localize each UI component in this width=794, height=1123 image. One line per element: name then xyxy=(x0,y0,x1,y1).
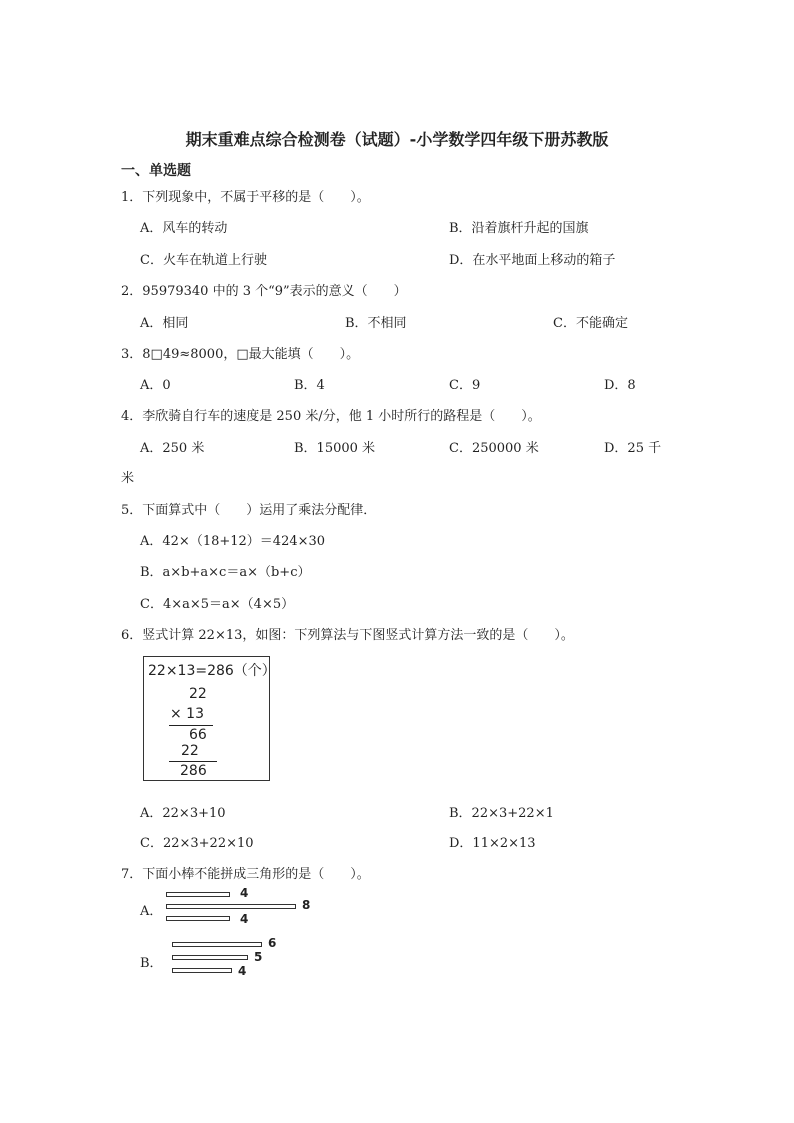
stick-b-1-length: 6 xyxy=(268,936,277,950)
question-6-stem: 6．竖式计算 22×13，如图：下列算法与下图竖式计算方法一致的是（ ）。 xyxy=(121,628,574,643)
question-6-option-a: A．22×3+10 xyxy=(140,806,226,821)
figure-header: 22×13=286（个） xyxy=(148,663,276,679)
stick-a-2 xyxy=(166,904,296,909)
question-5-stem: 5．下面算式中（ ）运用了乘法分配律． xyxy=(121,503,377,518)
question-6-option-b: B．22×3+22×1 xyxy=(449,806,554,821)
stick-a-1-length: 4 xyxy=(240,886,249,900)
question-5-option-c: C．4×a×5＝a×（4×5） xyxy=(140,597,295,612)
question-4-option-b: B．15000 米 xyxy=(294,441,376,456)
question-1-option-a: A．风车的转动 xyxy=(140,221,228,236)
figure-multiplier: × 13 xyxy=(170,706,204,722)
figure-multiplicand: 22 xyxy=(189,686,207,702)
question-6-option-c: C．22×3+22×10 xyxy=(140,836,254,851)
question-3-option-a: A．0 xyxy=(140,378,171,393)
stick-b-1 xyxy=(172,942,262,947)
stick-b-2 xyxy=(172,955,248,960)
question-7-stem: 7．下面小棒不能拼成三角形的是（ ）。 xyxy=(121,867,370,882)
page-title: 期末重难点综合检测卷（试题）-小学数学四年级下册苏教版 xyxy=(185,130,609,149)
question-3-option-c: C．9 xyxy=(449,378,481,393)
figure-partial-product-2: 22 xyxy=(181,743,199,759)
question-4-option-d-wrap: 米 xyxy=(121,471,135,486)
stick-a-3-length: 4 xyxy=(240,912,249,926)
question-2-option-a: A．相同 xyxy=(140,316,189,331)
question-1-option-d: D．在水平地面上移动的箱子 xyxy=(449,253,616,268)
stick-a-1 xyxy=(166,892,230,897)
question-2-option-b: B．不相同 xyxy=(345,316,407,331)
question-2-stem: 2．95979340 中的 3 个“9”表示的意义（ ） xyxy=(121,284,407,299)
vertical-multiplication-figure xyxy=(143,656,276,781)
question-3-option-d: D．8 xyxy=(604,378,636,393)
question-4-option-a: A．250 米 xyxy=(140,441,205,456)
question-1-option-b: B．沿着旗杆升起的国旗 xyxy=(449,221,589,236)
question-5-option-b: B．a×b+a×c＝a×（b+c） xyxy=(140,565,311,580)
stick-b-3-length: 4 xyxy=(238,964,247,978)
question-1-option-c: C．火车在轨道上行驶 xyxy=(140,253,267,268)
question-3-option-b: B．4 xyxy=(294,378,325,393)
question-4-option-c: C．250000 米 xyxy=(449,441,539,456)
question-6-option-d: D．11×2×13 xyxy=(449,836,536,851)
question-5-option-a: A．42×（18+12）＝424×30 xyxy=(140,534,326,549)
question-2-option-c: C．不能确定 xyxy=(553,316,628,331)
stick-b-3 xyxy=(172,968,232,973)
question-7-option-a: A． xyxy=(140,904,163,919)
question-3-stem: 3．8□49≈8000，□最大能填（ ）。 xyxy=(121,347,360,362)
stick-a-3 xyxy=(166,916,230,921)
stick-a-2-length: 8 xyxy=(302,898,311,912)
section-heading: 一、单选题 xyxy=(121,163,191,179)
question-4-option-d: D．25 千 xyxy=(604,441,662,456)
question-1-stem: 1．下列现象中，不属于平移的是（ ）。 xyxy=(121,190,370,205)
question-4-stem: 4．李欣骑自行车的速度是 250 米/分，他 1 小时所行的路程是（ ）。 xyxy=(121,409,541,424)
figure-result: 286 xyxy=(180,763,207,779)
stick-b-2-length: 5 xyxy=(254,950,263,964)
question-7-option-b: B． xyxy=(140,956,163,971)
figure-partial-product-1: 66 xyxy=(189,727,207,743)
